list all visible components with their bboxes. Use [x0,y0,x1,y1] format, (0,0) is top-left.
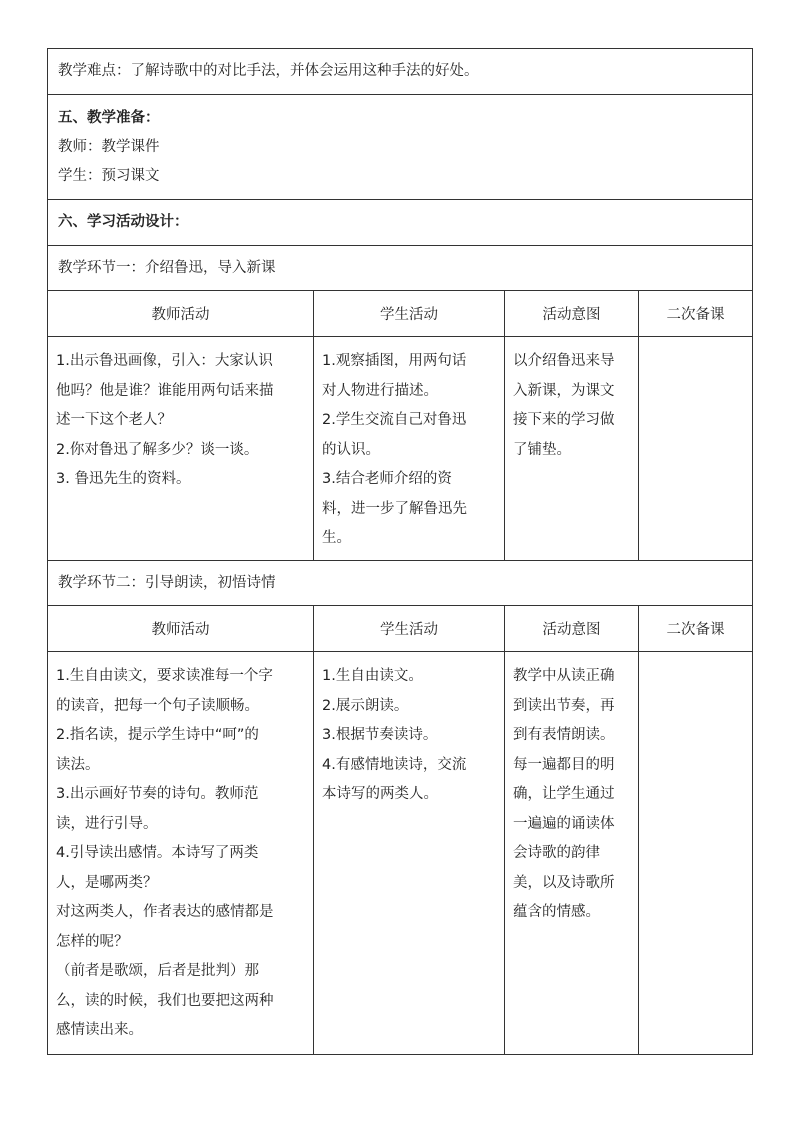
text-line: 怎样的呢？ [56,933,129,950]
segment-2-title: 教学环节二：引导朗读，初悟诗情 [58,575,276,591]
text-line: （前者是歌颂，后者是批判）那 [56,963,259,979]
preparation-section [48,95,752,200]
text-line: 读，进行引导。 [56,815,158,832]
segment-2-body-row [48,652,752,1054]
header-student-activity: 学生活动 [314,606,505,652]
preparation-student: 学生：预习课文 [58,168,160,184]
text-line: 2.展示朗读。 [322,697,409,714]
text-line: 他吗？他是谁？谁能用两句话来描 [56,382,274,399]
text-line: 人，是哪两类？ [56,874,158,891]
segment-2-title-row [48,561,752,606]
difficulty-row [48,49,752,95]
text-line: 本诗写的两类人。 [322,786,438,802]
text-line: 对这两类人，作者表达的感情都是 [56,904,274,920]
segment-1-second-preparation [639,337,752,560]
segment-2-activity-intent [505,652,639,1054]
text-line: 美，以及诗歌所 [513,874,615,891]
segment-1-title: 教学环节一：介绍鲁迅，导入新课 [58,260,276,276]
text-line: 会诗歌的韵律 [513,845,600,861]
text-line: 感情读出来。 [56,1022,143,1038]
header-teacher-activity: 教师活动 [48,291,314,337]
text-line: 一遍遍的诵读体 [513,815,615,832]
text-line: 蕴含的情感。 [513,904,600,920]
segment-2-second-preparation [639,652,752,1054]
segment-1-header-row [48,291,752,337]
text-line: 入新课，为课文 [513,382,615,399]
text-line: 1.出示鲁迅画像，引入：大家认识 [56,353,273,369]
text-line: 3. 鲁迅先生的资料。 [56,471,191,487]
text-line: 4.有感情地读诗，交流 [322,756,467,773]
text-line: 3.结合老师介绍的资 [322,471,452,487]
text-line: 1.观察插图，用两句话 [322,353,467,369]
text-line: 1.生自由读文，要求读准每一个字 [56,668,273,684]
text-line: 料，进一步了解鲁迅先 [322,500,467,517]
header-second-preparation: 二次备课 [666,307,725,323]
text-line: 述一下这个老人？ [56,412,172,428]
header-student-activity: 学生活动 [314,291,505,337]
preparation-heading: 五、教学准备： [58,110,160,126]
segment-1-activity-intent [505,337,639,560]
header-activity-intent: 活动意图 [505,606,639,652]
text-line: 确，让学生通过 [513,786,615,802]
header-activity-intent: 活动意图 [505,291,639,337]
segment-2-student-activity [314,652,505,1054]
text-line: 教学中从读正确 [513,668,615,684]
design-heading: 六、学习活动设计： [58,214,189,230]
text-line: 的认识。 [322,441,380,458]
text-line: 到读出节奏，再 [513,697,615,714]
text-line: 2.指名读，提示学生诗中“呵”的 [56,727,259,743]
segment-1-body-row [48,337,752,561]
text-line: 2.你对鲁迅了解多少？谈一谈。 [56,441,259,458]
text-line: 4.引导读出感情。本诗写了两类 [56,845,259,861]
segment-1-student-activity [314,337,505,560]
text-line: 3.根据节奏读诗。 [322,727,438,743]
text-line: 了铺垫。 [513,441,571,458]
text-line: 的读音，把每一个句子读顺畅。 [56,697,259,714]
text-line: 3.出示画好节奏的诗句。教师范 [56,786,259,802]
header-second-preparation: 二次备课 [666,622,725,638]
text-line: 读法。 [56,756,100,773]
text-line: 么，读的时候，我们也要把这两种 [56,992,274,1009]
text-line: 对人物进行描述。 [322,382,438,399]
design-heading-row [48,200,752,246]
text-line: 生。 [322,530,351,546]
segment-2-header-row [48,606,752,652]
text-line: 1.生自由读文。 [322,668,423,684]
text-line: 每一遍都目的明 [513,756,615,773]
lesson-plan-table [47,48,753,1055]
segment-2-teacher-activity [48,652,314,1054]
preparation-teacher: 教师：教学课件 [58,139,160,155]
segment-1-teacher-activity [48,337,314,560]
segment-1-title-row [48,246,752,291]
text-line: 接下来的学习做 [513,412,615,428]
teaching-difficulty: 教学难点：了解诗歌中的对比手法，并体会运用这种手法的好处。 [58,63,479,79]
header-teacher-activity: 教师活动 [48,606,314,652]
text-line: 以介绍鲁迅来导 [513,353,615,369]
text-line: 到有表情朗读。 [513,727,615,743]
text-line: 2.学生交流自己对鲁迅 [322,412,467,428]
